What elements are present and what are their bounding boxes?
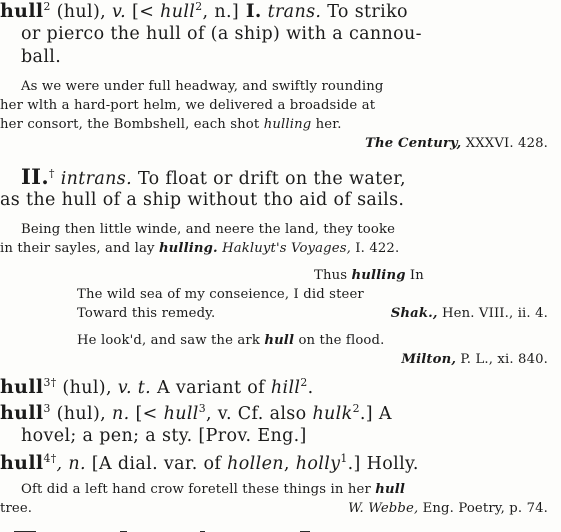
sense-two-line bbox=[21, 164, 406, 189]
quotation-citation bbox=[0, 136, 548, 151]
definition-text: A bbox=[372, 404, 392, 424]
quotation-line: her wlth a hard-port helm, we delivered a broadside at bbox=[0, 98, 376, 113]
pronunciation: (hul), bbox=[50, 404, 113, 424]
quotation-line bbox=[0, 501, 548, 516]
obsolete-dagger: † bbox=[50, 452, 57, 466]
etymology-text: , v. Cf. also bbox=[205, 404, 313, 424]
part-of-speech: n. bbox=[112, 404, 130, 424]
quotation-text: her. bbox=[311, 117, 342, 132]
homograph-number: 2 bbox=[43, 0, 51, 14]
definition-text: To float or drift on the water, bbox=[132, 169, 406, 189]
quotation-text: in their sayles, and lay bbox=[0, 241, 159, 256]
quotation-text: tree. bbox=[0, 501, 33, 516]
quoted-headword: hulling bbox=[351, 268, 406, 283]
poem-line bbox=[77, 333, 384, 348]
citation-source: W. Webbe, bbox=[348, 501, 419, 516]
poem-line: The wild sea of my conseience, I did steer bbox=[77, 287, 364, 302]
etymology-sup: 2 bbox=[352, 402, 360, 416]
obsolete-dagger: † bbox=[50, 376, 57, 390]
poem-text: He look'd, and saw the ark bbox=[77, 333, 265, 348]
etymology-close: .] bbox=[347, 454, 361, 474]
obsolete-dagger: † bbox=[49, 167, 55, 181]
poem-line bbox=[77, 306, 548, 321]
etymology-sup: 2 bbox=[195, 0, 203, 14]
citation-reference: XXXVI. 428. bbox=[461, 136, 548, 151]
entry-hull2-headline bbox=[0, 0, 408, 22]
definition-line: or pierco the hull of (a ship) with a cannou- bbox=[21, 24, 422, 44]
etymology-word: hull bbox=[154, 2, 196, 22]
entry-hull4-headline bbox=[0, 452, 419, 474]
quotation-citation bbox=[0, 352, 548, 367]
etymology-close: .] bbox=[359, 404, 373, 424]
quoted-headword: hulling bbox=[263, 117, 312, 132]
poem-text: on the flood. bbox=[294, 333, 385, 348]
quoted-headword: hull bbox=[264, 333, 295, 348]
quotation-line: Being then little winde, and neere the land, they tooke bbox=[21, 222, 396, 237]
quotation-text: Oft did a left hand crow foretell these things in her bbox=[21, 482, 376, 497]
citation-source: Hakluyt's Voyages, bbox=[217, 241, 351, 256]
quoted-headword: hull bbox=[375, 482, 406, 497]
etymology-text: [A dial. var. of bbox=[85, 454, 228, 474]
etymology-sup: 3 bbox=[198, 402, 206, 416]
definition-text: . bbox=[307, 378, 314, 398]
citation-reference: Eng. Poetry, p. 74. bbox=[418, 501, 548, 516]
homograph-number: 3 bbox=[43, 402, 51, 416]
poem-text: Toward this remedy. bbox=[77, 306, 216, 321]
cropped-text-tops bbox=[0, 523, 561, 532]
citation-reference: I. 422. bbox=[350, 241, 400, 256]
definition-text: A variant of bbox=[151, 378, 271, 398]
poem-text: Thus bbox=[314, 268, 352, 283]
etymology-rest: , n.] bbox=[202, 2, 240, 22]
sense-number: I. bbox=[239, 1, 262, 22]
citation-reference: P. L., xi. 840. bbox=[456, 352, 548, 367]
etymology-word: holly bbox=[295, 454, 341, 474]
etymology-word: hull bbox=[157, 404, 199, 424]
headword: hull bbox=[0, 402, 44, 424]
quotation-line bbox=[21, 482, 405, 497]
etymology-word: hulk bbox=[312, 404, 353, 424]
derived-from-symbol: < bbox=[139, 2, 155, 22]
quotation-text: her consort, the Bombshell, each shot bbox=[0, 117, 264, 132]
etymology-word: hollen bbox=[227, 454, 284, 474]
definition-text: Holly. bbox=[360, 454, 419, 474]
headword: hull bbox=[0, 0, 44, 22]
quotation-line bbox=[0, 117, 342, 132]
sense-label: intrans. bbox=[54, 169, 133, 189]
quoted-headword: hulling. bbox=[158, 241, 218, 256]
citation-source: Milton, bbox=[401, 352, 457, 367]
derived-from-symbol: < bbox=[142, 404, 158, 424]
etymology-sup: 1 bbox=[340, 452, 348, 466]
poem-text: In bbox=[405, 268, 424, 283]
definition-line: as the hull of a ship without tho aid of sails. bbox=[0, 190, 405, 210]
headword: hull bbox=[0, 452, 44, 474]
headword: hull bbox=[0, 376, 44, 398]
quotation-line bbox=[0, 241, 399, 256]
citation-source: The Century, bbox=[365, 136, 462, 151]
definition-line: hovel; a pen; a sty. [Prov. Eng.] bbox=[21, 426, 307, 446]
etymology-open: [ bbox=[129, 404, 143, 424]
entry-hull3-noun-headline bbox=[0, 402, 392, 424]
citation-reference: Hen. VIII., ii. 4. bbox=[437, 306, 548, 321]
quotation-citation bbox=[348, 501, 548, 516]
definition-text: To striko bbox=[321, 2, 408, 22]
pronunciation: (hul), bbox=[56, 378, 118, 398]
part-of-speech: v. t. bbox=[117, 378, 152, 398]
entry-hull3-verb-headline bbox=[0, 376, 314, 398]
poem-citation bbox=[391, 306, 548, 321]
homograph-number: 4 bbox=[43, 452, 51, 466]
sense-label: trans. bbox=[261, 2, 322, 22]
definition-line: ball. bbox=[21, 47, 62, 67]
cropped-next-line-fragment bbox=[0, 520, 561, 532]
etymology-text: , bbox=[283, 454, 296, 474]
part-of-speech: v. bbox=[112, 2, 127, 22]
part-of-speech: , n. bbox=[56, 454, 86, 474]
sense-number: II. bbox=[21, 164, 50, 189]
poem-line bbox=[314, 268, 424, 283]
cross-reference-sup: 2 bbox=[300, 376, 308, 390]
citation-source: Shak., bbox=[390, 306, 438, 321]
homograph-number: 3 bbox=[43, 376, 51, 390]
pronunciation: (hul), bbox=[50, 2, 113, 22]
cross-reference-word: hill bbox=[270, 378, 301, 398]
etymology-open: [ bbox=[126, 2, 140, 22]
quotation-line: As we were under full headway, and swiftly rounding bbox=[21, 79, 384, 94]
